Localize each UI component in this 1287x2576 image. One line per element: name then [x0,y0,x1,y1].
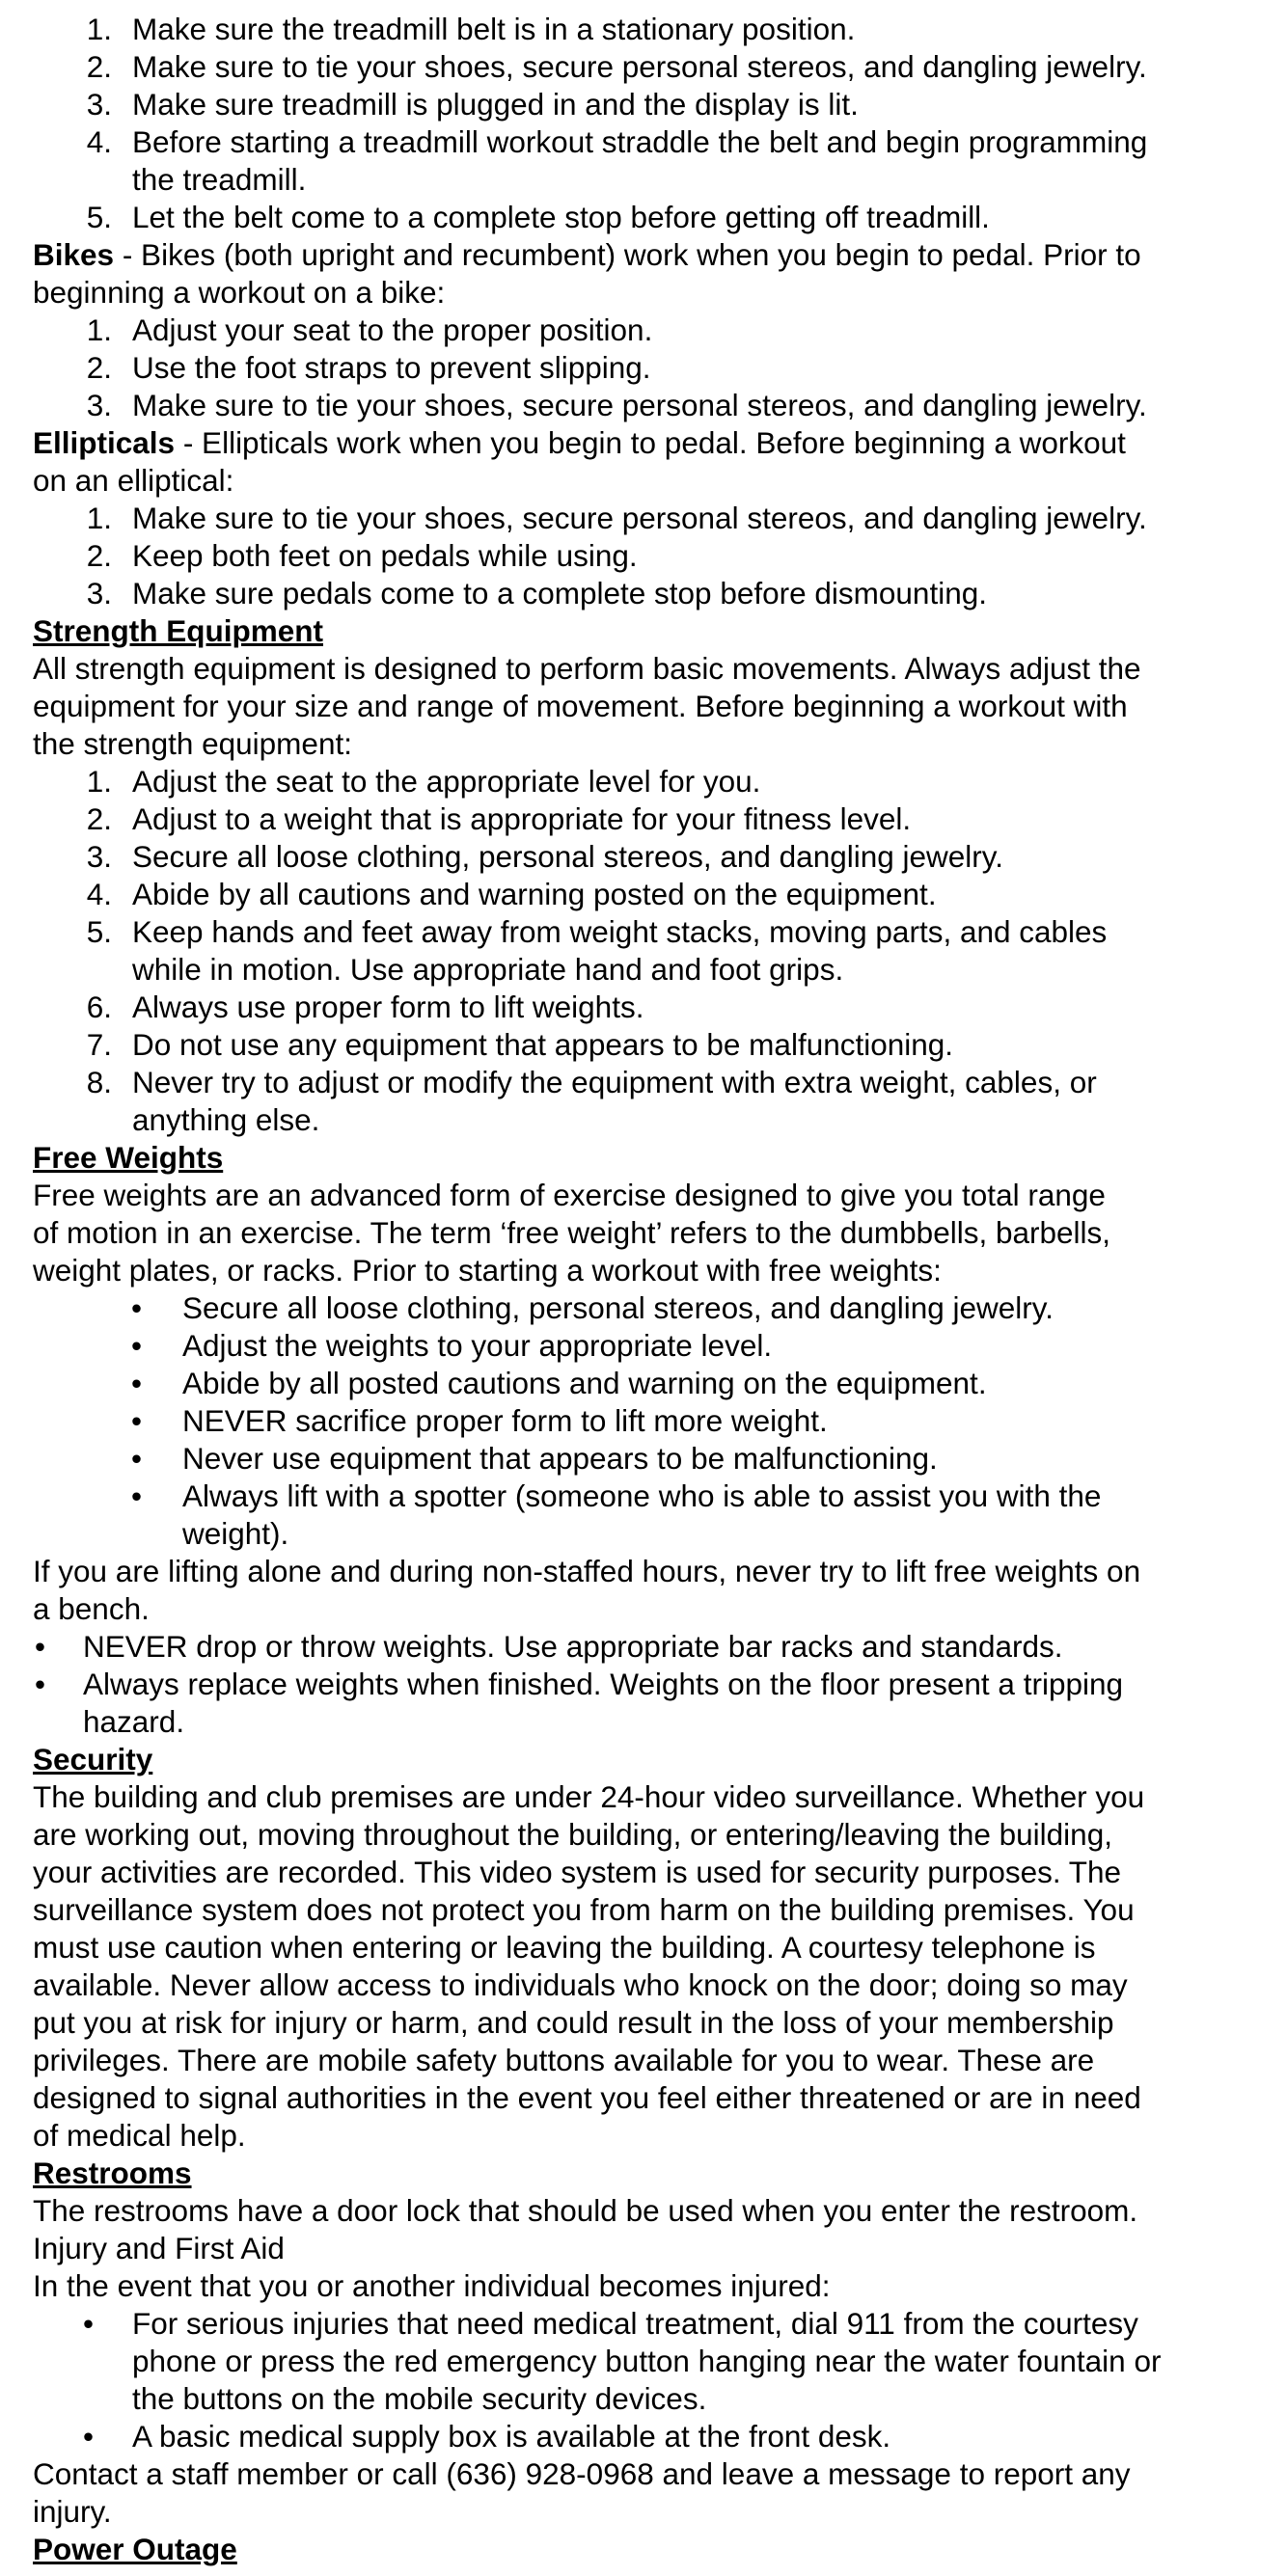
bullet-glyph: • [35,1629,46,1664]
security-line: put you at risk for injury or harm, and could result in the loss of your membership [33,2005,1114,2040]
list-item: Secure all loose clothing, personal stereos, and dangling jewelry. [132,839,1003,874]
list-item: Abide by all posted cautions and warning on the equipment. [182,1366,987,1400]
list-item-continuation: the treadmill. [132,162,307,197]
list-item-continuation: hazard. [83,1704,185,1739]
bullet-glyph: • [131,1366,143,1400]
list-item: Do not use any equipment that appears to be malfunctioning. [132,1027,954,1062]
security-line: designed to signal authorities in the event you feel either threatened or are in need [33,2080,1141,2115]
free-weights-intro-line: weight plates, or racks. Prior to starting a workout with free weights: [33,1253,942,1288]
bullet-glyph: • [35,1667,46,1701]
bullet-glyph: • [131,1441,143,1476]
restrooms-heading: Restrooms [33,2156,192,2190]
list-item-continuation: while in motion. Use appropriate hand and foot grips. [132,952,844,987]
strength-intro-line: the strength equipment: [33,726,352,761]
list-item: Make sure to tie your shoes, secure personal stereos, and dangling jewelry. [132,388,1147,422]
first-aid-heading: Injury and First Aid [33,2231,285,2265]
list-number: 4. [86,877,112,911]
restrooms-line: The restrooms have a door lock that should be used when you enter the restroom. [33,2193,1138,2228]
list-item: Adjust the weights to your appropriate level. [182,1328,773,1363]
first-aid-contact-line: injury. [33,2494,112,2529]
security-line: are working out, moving throughout the building, or entering/leaving the building, [33,1817,1112,1852]
free-weights-note-line: a bench. [33,1591,150,1626]
bullet-glyph: • [131,1290,143,1325]
security-heading: Security [33,1742,153,1776]
list-number: 1. [86,501,112,535]
list-item: A basic medical supply box is available at the front desk. [132,2419,891,2454]
list-item-continuation: anything else. [132,1102,320,1137]
list-item: Let the belt come to a complete stop before getting off treadmill. [132,200,990,234]
first-aid-contact-line: Contact a staff member or call (636) 928-0968 and leave a message to report any [33,2456,1131,2491]
list-item-continuation: weight). [182,1516,289,1551]
list-item: Use the foot straps to prevent slipping. [132,350,651,385]
free-weights-heading: Free Weights [33,1140,224,1175]
free-weights-note-line: If you are lifting alone and during non-staffed hours, never try to lift free weights on [33,1554,1141,1588]
list-number: 5. [86,200,112,234]
security-line: must use caution when entering or leaving the building. A courtesy telephone is [33,1930,1096,1965]
bullet-glyph: • [131,1328,143,1363]
list-item: Always replace weights when finished. Weights on the floor present a tripping [83,1667,1124,1701]
bullet-glyph: • [83,2419,95,2454]
list-number: 2. [86,801,112,836]
list-item: Make sure the treadmill belt is in a stationary position. [132,12,856,46]
bullet-glyph: • [131,1478,143,1513]
list-number: 6. [86,990,112,1024]
list-item: NEVER sacrifice proper form to lift more weight. [182,1403,828,1438]
list-number: 7. [86,1027,112,1062]
list-number: 3. [86,839,112,874]
ellipticals-label: Ellipticals [33,425,176,460]
bullet-glyph: • [131,1403,143,1438]
list-item: Adjust your seat to the proper position. [132,312,653,347]
strength-heading: Strength Equipment [33,613,323,648]
security-line: available. Never allow access to individuals who knock on the door; doing so may [33,1967,1128,2002]
list-item: Before starting a treadmill workout straddle the belt and begin programming [132,124,1148,159]
list-item: Keep hands and feet away from weight stacks, moving parts, and cables [132,914,1108,949]
list-number: 2. [86,49,112,84]
list-item: Never try to adjust or modify the equipment with extra weight, cables, or [132,1065,1097,1099]
list-item: Secure all loose clothing, personal stereos, and dangling jewelry. [182,1290,1054,1325]
list-item: Make sure to tie your shoes, secure personal stereos, and dangling jewelry. [132,501,1147,535]
list-number: 2. [86,538,112,573]
list-number: 1. [86,312,112,347]
ellipticals-intro-text: - Ellipticals work when you begin to pedal. Before beginning a workout [175,425,1126,460]
list-item: Adjust the seat to the appropriate level for you. [132,764,761,799]
security-line: The building and club premises are under 24-hour video surveillance. Whether you [33,1779,1145,1814]
security-line: your activities are recorded. This video system is used for security purposes. The [33,1855,1122,1889]
list-number: 8. [86,1065,112,1099]
list-number: 5. [86,914,112,949]
list-item: Always use proper form to lift weights. [132,990,644,1024]
bullet-glyph: • [83,2306,95,2341]
list-item: Adjust to a weight that is appropriate for your fitness level. [132,801,912,836]
security-line: surveillance system does not protect you from harm on the building premises. You [33,1892,1135,1927]
list-item: For serious injuries that need medical treatment, dial 911 from the courtesy [132,2306,1138,2341]
list-item: Make sure treadmill is plugged in and the display is lit. [132,87,859,122]
list-number: 1. [86,764,112,799]
strength-intro-line: equipment for your size and range of movement. Before beginning a workout with [33,689,1128,723]
list-item: Make sure to tie your shoes, secure personal stereos, and dangling jewelry. [132,49,1147,84]
first-aid-intro: In the event that you or another individual becomes injured: [33,2268,831,2303]
list-number: 4. [86,124,112,159]
list-item: Always lift with a spotter (someone who is able to assist you with the [182,1478,1102,1513]
ellipticals-intro [33,424,1126,463]
security-line: privileges. There are mobile safety buttons available for you to wear. These are [33,2043,1095,2077]
free-weights-intro-line: Free weights are an advanced form of exercise designed to give you total range [33,1178,1106,1212]
free-weights-intro-line: of motion in an exercise. The term ‘free weight’ refers to the dumbbells, barbells, [33,1215,1111,1250]
power-outage-heading: Power Outage [33,2532,237,2566]
list-number: 2. [86,350,112,385]
bikes-intro-text: - Bikes (both upright and recumbent) work when you begin to pedal. Prior to [114,237,1141,272]
list-item: Make sure pedals come to a complete stop before dismounting. [132,576,987,610]
list-item: Keep both feet on pedals while using. [132,538,638,573]
strength-intro-line: All strength equipment is designed to perform basic movements. Always adjust the [33,651,1141,686]
list-item-continuation: the buttons on the mobile security devices. [132,2381,707,2416]
list-number: 1. [86,12,112,46]
security-line: of medical help. [33,2118,246,2153]
list-item: Abide by all cautions and warning posted on the equipment. [132,877,937,911]
bikes-label: Bikes [33,237,115,272]
list-number: 3. [86,87,112,122]
list-item-continuation: phone or press the red emergency button hanging near the water fountain or [132,2344,1162,2378]
list-item: NEVER drop or throw weights. Use appropriate bar racks and standards. [83,1629,1063,1664]
bikes-intro [33,236,1141,275]
list-item: Never use equipment that appears to be malfunctioning. [182,1441,938,1476]
ellipticals-intro-line2: on an elliptical: [33,463,234,498]
list-number: 3. [86,388,112,422]
list-number: 3. [86,576,112,610]
bikes-intro-line2: beginning a workout on a bike: [33,275,446,310]
